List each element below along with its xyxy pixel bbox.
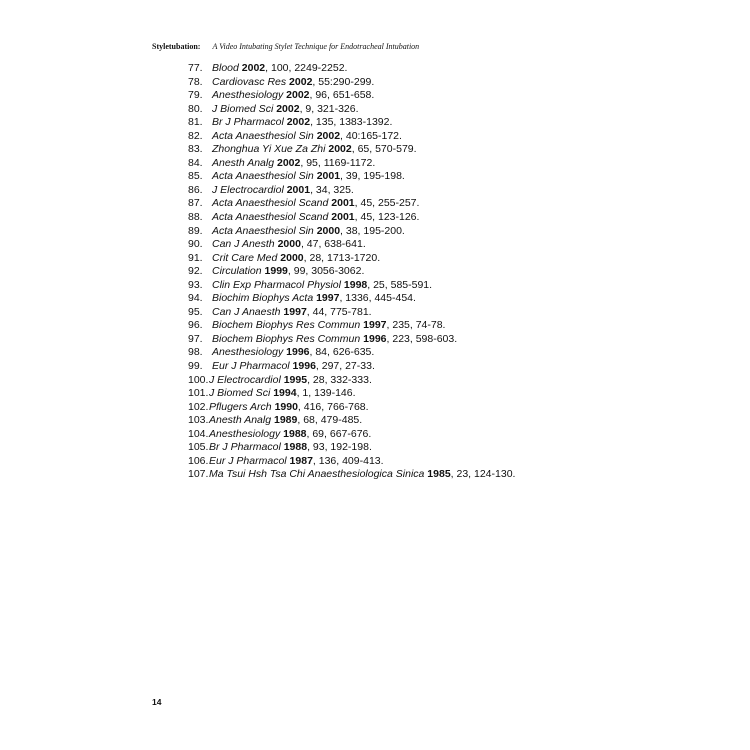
reference-number: 96. (188, 319, 203, 332)
reference-journal: Crit Care Med (212, 251, 278, 264)
reference-number: 91. (188, 251, 203, 264)
reference-volume-pages: , 40:165-172. (340, 129, 402, 142)
reference-item (188, 333, 515, 347)
reference-number: 85. (188, 170, 203, 183)
reference-journal: Biochim Biophys Acta (212, 292, 314, 305)
reference-journal: Anesthesiology (212, 346, 284, 359)
reference-number: 78. (188, 75, 203, 88)
reference-journal: Acta Anaesthesiol Sin (212, 170, 314, 183)
reference-number: 103. (188, 414, 209, 427)
reference-volume-pages: , 45, 255-257. (354, 197, 420, 210)
reference-volume-pages: , 99, 3056-3062. (287, 265, 365, 278)
reference-volume-pages: , 1336, 445-454. (339, 292, 416, 305)
reference-number: 77. (188, 62, 203, 74)
reference-item (188, 319, 515, 333)
reference-item (188, 441, 515, 455)
reference-citation (212, 346, 374, 360)
reference-citation (212, 279, 432, 293)
reference-volume-pages: , 100, 2249-2252. (265, 62, 348, 74)
page-number: 14 (152, 697, 162, 707)
reference-item (188, 387, 515, 401)
reference-year: 2001 (316, 170, 341, 183)
reference-journal: Br J Pharmacol (212, 116, 284, 129)
reference-number: 101. (188, 387, 209, 400)
reference-item (188, 76, 515, 90)
reference-item (188, 360, 515, 374)
reference-journal: Acta Anaesthesiol Scand (212, 211, 329, 224)
reference-journal: Zhonghua Yi Xue Za Zhi (212, 143, 326, 156)
reference-item (188, 103, 515, 117)
reference-journal: J Biomed Sci (209, 387, 271, 400)
reference-year: 2000 (316, 224, 341, 237)
reference-list (188, 62, 515, 482)
reference-volume-pages: , 55:290-299. (312, 75, 375, 88)
reference-citation (212, 238, 366, 252)
reference-citation (212, 292, 416, 306)
reference-journal: Eur J Pharmacol (209, 454, 287, 467)
reference-item (188, 184, 515, 198)
running-header (152, 41, 419, 53)
reference-citation (212, 116, 392, 130)
reference-number: 83. (188, 143, 203, 156)
reference-year: 1988 (283, 427, 307, 440)
reference-item (188, 401, 515, 415)
reference-year: 1985 (427, 468, 451, 481)
reference-citation (212, 197, 419, 211)
reference-journal: Can J Anaesth (212, 305, 281, 318)
reference-volume-pages: , 297, 27-33. (315, 360, 375, 373)
reference-journal: J Electrocardiol (212, 183, 284, 196)
reference-volume-pages: , 69, 667-676. (306, 427, 372, 440)
reference-number: 88. (188, 211, 203, 224)
reference-number: 98. (188, 346, 203, 359)
reference-volume-pages: , 65, 570-579. (351, 143, 417, 156)
reference-year: 2000 (277, 238, 301, 251)
reference-citation (209, 468, 515, 482)
reference-item (188, 306, 515, 320)
reference-number: 100. (188, 373, 209, 386)
reference-journal: Biochem Biophys Res Commun (212, 332, 361, 345)
reference-year: 1988 (283, 441, 308, 454)
reference-citation (209, 374, 372, 388)
reference-year: 1987 (289, 454, 313, 467)
reference-journal: Br J Pharmacol (209, 441, 281, 454)
reference-volume-pages: , 38, 195-200. (340, 224, 405, 237)
reference-item (188, 157, 515, 171)
reference-number: 80. (188, 102, 203, 115)
reference-volume-pages: , 136, 409-413. (312, 454, 384, 467)
reference-journal: Pflugers Arch (209, 400, 272, 413)
reference-volume-pages: , 235, 74-78. (386, 319, 446, 332)
reference-number: 94. (188, 292, 203, 305)
reference-citation (212, 157, 375, 171)
reference-item (188, 238, 515, 252)
reference-citation (212, 184, 354, 198)
reference-journal: Acta Anaesthesiol Sin (212, 224, 314, 237)
reference-item (188, 265, 515, 279)
reference-journal: Anesth Analg (212, 156, 275, 169)
reference-item (188, 279, 515, 293)
reference-number: 105. (188, 441, 209, 454)
reference-volume-pages: , 25, 585-591. (367, 278, 433, 291)
reference-citation (209, 414, 362, 428)
reference-number: 93. (188, 278, 203, 291)
reference-journal: J Electrocardiol (209, 373, 281, 386)
reference-item (188, 252, 515, 266)
reference-item (188, 130, 515, 144)
reference-year: 2001 (286, 183, 311, 196)
reference-volume-pages: , 39, 195-198. (340, 170, 405, 183)
reference-volume-pages: , 9, 321-326. (299, 102, 359, 115)
reference-volume-pages: , 1, 139-146. (296, 387, 356, 400)
reference-year: 2002 (277, 156, 301, 169)
reference-citation (212, 130, 402, 144)
reference-journal: Blood (212, 62, 239, 74)
running-header-full-title: A Video Intubating Stylet Technique for Endotracheal Intubation (212, 42, 420, 51)
reference-citation (212, 170, 405, 184)
reference-year: 1996 (286, 346, 310, 359)
reference-item (188, 414, 515, 428)
reference-number: 84. (188, 156, 203, 169)
reference-journal: Anesthesiology (212, 89, 284, 102)
reference-item (188, 455, 515, 469)
reference-item (188, 62, 515, 76)
reference-volume-pages: , 416, 766-768. (297, 400, 369, 413)
reference-year: 1996 (292, 360, 316, 373)
reference-number: 86. (188, 183, 203, 196)
reference-citation (212, 333, 457, 347)
reference-volume-pages: , 45, 123-126. (354, 211, 420, 224)
reference-year: 2002 (328, 143, 352, 156)
reference-volume-pages: , 23, 124-130. (450, 468, 516, 481)
reference-citation (212, 306, 372, 320)
reference-journal: Circulation (212, 265, 262, 278)
reference-number: 82. (188, 129, 203, 142)
reference-volume-pages: , 96, 651-658. (309, 89, 375, 102)
reference-journal: Anesthesiology (209, 427, 281, 440)
reference-number: 92. (188, 265, 203, 278)
reference-citation (212, 103, 359, 117)
reference-citation (212, 360, 375, 374)
reference-year: 2002 (276, 102, 300, 115)
reference-year: 1997 (363, 319, 387, 332)
reference-item (188, 170, 515, 184)
reference-citation (209, 428, 371, 442)
reference-number: 90. (188, 238, 203, 251)
reference-volume-pages: , 34, 325. (310, 183, 354, 196)
reference-year: 2002 (316, 129, 341, 142)
reference-year: 1995 (283, 373, 308, 386)
reference-number: 102. (188, 400, 209, 413)
reference-year: 1996 (363, 332, 387, 345)
reference-journal: Clin Exp Pharmacol Physiol (212, 278, 341, 291)
reference-number: 104. (188, 427, 209, 440)
reference-item (188, 89, 515, 103)
reference-volume-pages: , 84, 626-635. (309, 346, 375, 359)
reference-citation (212, 62, 347, 76)
reference-journal: Biochem Biophys Res Commun (212, 319, 361, 332)
reference-item (188, 374, 515, 388)
reference-item (188, 211, 515, 225)
reference-journal: Ma Tsui Hsh Tsa Chi Anaesthesiologica Sinica (209, 468, 425, 481)
reference-item (188, 225, 515, 239)
reference-volume-pages: , 135, 1383-1392. (310, 116, 393, 129)
reference-citation (212, 252, 380, 266)
reference-journal: Can J Anesth (212, 238, 275, 251)
reference-number: 107. (188, 468, 209, 481)
reference-year: 1998 (343, 278, 368, 291)
reference-number: 87. (188, 197, 203, 210)
reference-year: 2002 (286, 89, 310, 102)
reference-year: 1997 (316, 292, 340, 305)
reference-volume-pages: , 95, 1169-1172. (300, 156, 376, 169)
reference-citation (209, 401, 369, 415)
reference-number: 95. (188, 305, 203, 318)
reference-number: 81. (188, 116, 203, 129)
reference-volume-pages: , 44, 775-781. (306, 305, 372, 318)
reference-number: 89. (188, 224, 203, 237)
reference-year: 1989 (274, 414, 298, 427)
reference-number: 106. (188, 454, 209, 467)
reference-citation (209, 387, 356, 401)
reference-volume-pages: , 28, 332-333. (307, 373, 372, 386)
reference-citation (212, 225, 405, 239)
reference-citation (212, 89, 374, 103)
reference-volume-pages: , 223, 598-603. (386, 332, 458, 345)
reference-item (188, 292, 515, 306)
reference-item (188, 428, 515, 442)
reference-item (188, 116, 515, 130)
reference-item (188, 346, 515, 360)
reference-number: 97. (188, 332, 203, 345)
reference-journal: Acta Anaesthesiol Scand (212, 197, 329, 210)
reference-item (188, 143, 515, 157)
reference-citation (212, 143, 417, 157)
reference-journal: J Biomed Sci (212, 102, 274, 115)
reference-citation (212, 76, 374, 90)
reference-year: 2002 (241, 62, 266, 74)
reference-journal: Cardiovasc Res (212, 75, 287, 88)
reference-citation (209, 441, 372, 455)
running-header-short-title: Styletubation: (152, 42, 201, 51)
reference-citation (209, 455, 384, 469)
reference-year: 1990 (274, 400, 298, 413)
reference-citation (212, 265, 364, 279)
reference-journal: Anesth Analg (209, 414, 272, 427)
reference-number: 79. (188, 89, 203, 102)
reference-year: 2001 (331, 197, 355, 210)
reference-year: 1997 (283, 305, 307, 318)
reference-volume-pages: , 28, 1713-1720. (303, 251, 381, 264)
reference-journal: Eur J Pharmacol (212, 360, 290, 373)
reference-citation (212, 211, 419, 225)
reference-year: 1999 (264, 265, 288, 278)
reference-year: 1994 (273, 387, 297, 400)
reference-number: 99. (188, 360, 203, 373)
reference-volume-pages: , 47, 638-641. (300, 238, 366, 251)
reference-year: 2000 (280, 251, 304, 264)
reference-citation (212, 319, 445, 333)
reference-year: 2002 (289, 75, 313, 88)
reference-volume-pages: , 68, 479-485. (297, 414, 363, 427)
reference-year: 2001 (331, 211, 355, 224)
reference-year: 2002 (286, 116, 311, 129)
reference-item (188, 197, 515, 211)
reference-journal: Acta Anaesthesiol Sin (212, 129, 314, 142)
reference-item (188, 468, 515, 482)
reference-volume-pages: , 93, 192-198. (307, 441, 372, 454)
